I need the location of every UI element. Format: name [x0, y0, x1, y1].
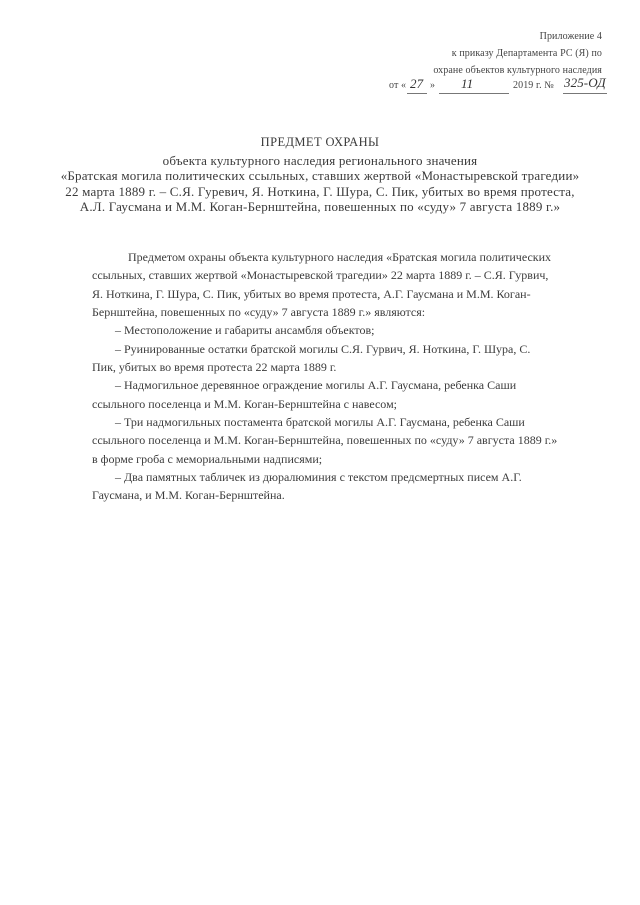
body-line: Пик, убитых во время протеста 22 марта 1889 г. — [92, 360, 337, 374]
approval-line-2: к приказу Департамента РС (Я) по — [451, 48, 602, 59]
body-line: ссыльного поселенца и М.М. Коган-Бернштейна, повешенных по «суду» 7 августа 1889 г.» — [92, 433, 558, 447]
body-line: Предметом охраны объекта культурного наследия «Братская могила политических — [128, 250, 552, 264]
order-number: 325-ОД — [564, 75, 606, 90]
body-line: Гаусмана, и М.М. Коган-Бернштейна. — [92, 488, 285, 502]
body-line: ссыльных, ставших жертвой «Монастыревской трагедии» 22 марта 1889 г. – С.Я. Гурвич, — [92, 268, 549, 282]
approval-line-3: охране объектов культурного наследия — [433, 65, 602, 76]
body-line: Бернштейна, повешенных по «суду» 7 августа 1889 г.» являются: — [92, 305, 426, 319]
date-day: 27 — [410, 76, 424, 91]
date-prefix: от « — [389, 80, 407, 91]
approval-date-line — [389, 75, 607, 96]
body-line: ссыльного поселенца и М.М. Коган-Бернштейна с навесом; — [92, 397, 397, 411]
body-line: – Два памятных табличек из дюралюминия с текстом предсмертных писем А.Г. — [115, 470, 522, 484]
body-line: – Руинированные остатки братской могилы С.Я. Гурвич, Я. Ноткина, Г. Шура, С. — [115, 342, 531, 356]
approval-line-1: Приложение 4 — [539, 31, 602, 42]
date-year-number: 2019 г. № — [513, 80, 554, 91]
date-month: 11 — [461, 76, 474, 91]
body-line: в форме гроба с мемориальными надписями; — [92, 452, 323, 466]
subtitle-line-4: А.Л. Гаусмана и М.М. Коган-Бернштейна, повешенных по «суду» 7 августа 1889 г.» — [79, 199, 561, 214]
body-line: – Местоположение и габариты ансамбля объектов; — [115, 323, 375, 337]
subtitle-line-2: «Братская могила политических ссыльных, ставших жертвой «Монастыревской трагедии» — [60, 168, 580, 183]
body-line: – Надмогильное деревянное ограждение могилы А.Г. Гаусмана, ребенка Саши — [115, 378, 517, 392]
subtitle-line-1: объекта культурного наследия регионального значения — [162, 153, 478, 168]
subtitle-line-3: 22 марта 1889 г. – С.Я. Гуревич, Я. Ноткина, Г. Шура, С. Пик, убитых во время протеста, — [65, 184, 575, 199]
date-month-sep: » — [430, 80, 436, 91]
body-line: Я. Ноткина, Г. Шура, С. Пик, убитых во время протеста, А.Г. Гаусмана и М.М. Коган- — [92, 287, 531, 301]
body-line: – Три надмогильных постамента братской могилы А.Г. Гаусмана, ребенка Саши — [115, 415, 525, 429]
document-title: ПРЕДМЕТ ОХРАНЫ — [260, 135, 380, 149]
